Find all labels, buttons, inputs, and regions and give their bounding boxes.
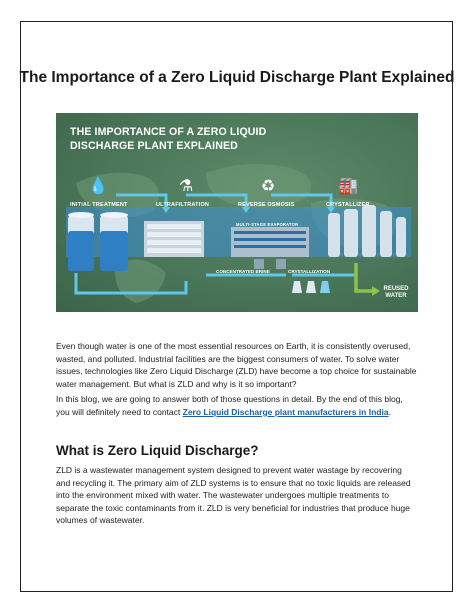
step-label-initial-treatment: INITIAL TREATMENT	[70, 202, 128, 208]
blog-paragraph-text: In this blog, we are going to answer both of those questions in detail. By the end of this blog, you will definitely need to contact	[56, 394, 403, 417]
evaporator-label: MULTI-STAGE EVAPORATOR	[236, 222, 299, 227]
ultrafiltration-modules	[144, 221, 204, 257]
factory-icon: 🏭	[338, 178, 358, 195]
step-label-crystallizer: CRYSTALLIZER	[326, 202, 370, 208]
manufacturers-link[interactable]: Zero Liquid Discharge plant manufacturers in India	[182, 406, 389, 417]
water-drop-icon: 💧	[88, 178, 108, 195]
intro-paragraph: Even though water is one of the most essential resources on Earth, it is consistently overused, wasted, and polluted. Industrial facilities are the biggest consumers of water. To solve water issues, technologies like Zero Liquid Discharge (ZLD) have become a top choice for sustainable water management. But what is ZLD and why is it so important?	[56, 341, 417, 389]
recycle-icon: ♻	[260, 178, 276, 195]
blog-paragraph	[56, 393, 418, 418]
hero-infographic	[56, 113, 418, 312]
reused-water-arrow	[356, 263, 374, 291]
brine-label: CONCENTRATED BRINE	[216, 269, 270, 274]
page-title: The Importance of a Zero Liquid Discharge Plant Explained	[19, 69, 455, 86]
crystallization-label: CRYSTALLIZATION	[288, 269, 331, 274]
section-heading: What is Zero Liquid Discharge?	[56, 443, 259, 458]
evaporator-rack	[231, 227, 309, 269]
step-label-ultrafiltration: ULTRAFILTRATION	[156, 202, 210, 208]
hero-title: THE IMPORTANCE OF A ZERO LIQUID DISCHARGE PLANT EXPLAINED	[70, 126, 267, 152]
step-label-reverse-osmosis: REVERSE OSMOSIS	[238, 202, 295, 208]
reused-water-label: REUSED WATER	[383, 286, 409, 299]
zld-paragraph: ZLD is a wastewater management system designed to prevent water wastage by recovering and recycling it. The primary aim of ZLD systems is to ensure that no toxic liquids are released into the environment mixed with water. The wastewater undergoes multiple treatments to separate the toxic contaminants from it. ZLD is very beneficial for industries that produce huge volumes of wastewater.	[56, 465, 411, 526]
blog-paragraph-end: .	[388, 406, 391, 417]
product-flasks	[292, 281, 330, 293]
filter-flask-icon: ⚗	[178, 178, 194, 195]
